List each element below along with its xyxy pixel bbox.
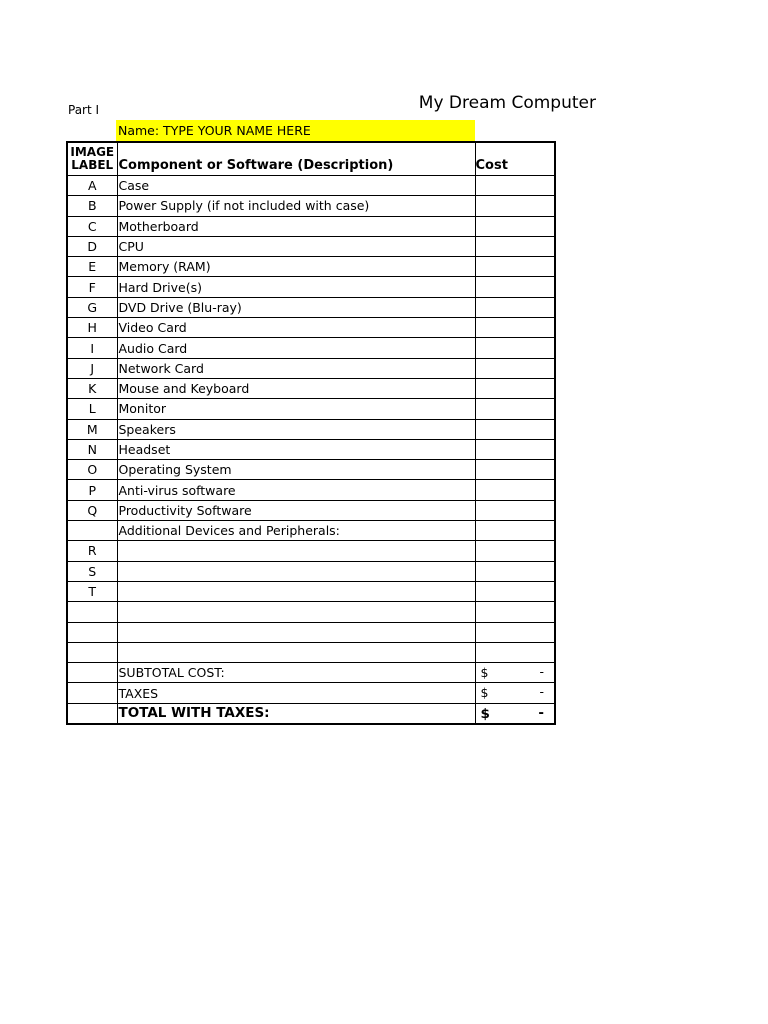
table-row: [67, 399, 555, 419]
column-header-label: IMAGE LABEL: [67, 142, 117, 176]
description-cell[interactable]: Productivity Software: [117, 500, 475, 520]
description-cell[interactable]: [117, 541, 475, 561]
table-row: [67, 236, 555, 256]
description-cell[interactable]: DVD Drive (Blu-ray): [117, 297, 475, 317]
cost-cell[interactable]: [475, 236, 555, 256]
image-label-cell: L: [67, 399, 117, 419]
total-cost-cell[interactable]: [475, 703, 555, 724]
component-table: [66, 141, 556, 725]
description-cell[interactable]: [117, 602, 475, 622]
total-row: [67, 703, 555, 724]
part-label: Part I: [68, 103, 100, 117]
table-row: [67, 581, 555, 601]
description-cell[interactable]: Additional Devices and Peripherals:: [117, 521, 475, 541]
description-cell[interactable]: Operating System: [117, 460, 475, 480]
label-cell: [67, 703, 117, 724]
image-label-cell: [67, 622, 117, 642]
subtotal-row: [67, 663, 555, 683]
description-cell[interactable]: Audio Card: [117, 338, 475, 358]
taxes-label: TAXES: [117, 683, 475, 703]
subtotal-label: SUBTOTAL COST:: [117, 663, 475, 683]
image-label-cell: F: [67, 277, 117, 297]
cost-cell[interactable]: [475, 581, 555, 601]
total-label: TOTAL WITH TAXES:: [117, 703, 475, 724]
description-cell[interactable]: [117, 561, 475, 581]
description-cell[interactable]: Motherboard: [117, 216, 475, 236]
image-label-cell: K: [67, 378, 117, 398]
image-label-cell: C: [67, 216, 117, 236]
image-label-cell: P: [67, 480, 117, 500]
image-label-cell: G: [67, 297, 117, 317]
cost-cell[interactable]: [475, 196, 555, 216]
table-row: [67, 602, 555, 622]
description-cell[interactable]: Mouse and Keyboard: [117, 378, 475, 398]
cost-cell[interactable]: [475, 521, 555, 541]
column-header-description: Component or Software (Description): [117, 142, 475, 176]
description-cell[interactable]: Hard Drive(s): [117, 277, 475, 297]
table-row: [67, 460, 555, 480]
image-label-cell: J: [67, 358, 117, 378]
table-row: [67, 196, 555, 216]
title-clip: [300, 93, 596, 121]
table-row: [67, 622, 555, 642]
table-row: [67, 561, 555, 581]
cost-cell[interactable]: [475, 622, 555, 642]
description-cell[interactable]: Video Card: [117, 318, 475, 338]
cost-cell[interactable]: [475, 338, 555, 358]
cost-cell[interactable]: [475, 257, 555, 277]
table-row: [67, 521, 555, 541]
description-cell[interactable]: Anti-virus software: [117, 480, 475, 500]
cost-cell[interactable]: [475, 277, 555, 297]
cost-cell[interactable]: [475, 460, 555, 480]
cost-cell[interactable]: [475, 480, 555, 500]
table-row: [67, 338, 555, 358]
image-label-cell: [67, 521, 117, 541]
image-label-cell: N: [67, 439, 117, 459]
cost-cell[interactable]: [475, 541, 555, 561]
cost-cell[interactable]: [475, 500, 555, 520]
image-label-cell: I: [67, 338, 117, 358]
image-label-cell: D: [67, 236, 117, 256]
description-cell[interactable]: [117, 622, 475, 642]
table-row: [67, 216, 555, 236]
table-row: [67, 257, 555, 277]
image-label-cell: H: [67, 318, 117, 338]
description-cell[interactable]: Headset: [117, 439, 475, 459]
description-cell[interactable]: Power Supply (if not included with case): [117, 196, 475, 216]
subtotal-value: -: [539, 664, 544, 680]
description-cell[interactable]: Memory (RAM): [117, 257, 475, 277]
label-cell: [67, 663, 117, 683]
name-input-cell[interactable]: Name: TYPE YOUR NAME HERE: [116, 120, 475, 141]
table-row: [67, 176, 555, 196]
image-label-cell: T: [67, 581, 117, 601]
table-row: [67, 439, 555, 459]
taxes-row: [67, 683, 555, 703]
image-label-cell: R: [67, 541, 117, 561]
header-row: [67, 142, 555, 176]
description-cell[interactable]: CPU: [117, 236, 475, 256]
image-label-cell: E: [67, 257, 117, 277]
image-label-cell: O: [67, 460, 117, 480]
image-label-cell: S: [67, 561, 117, 581]
label-cell: [67, 683, 117, 703]
subtotal-cost-cell[interactable]: [475, 663, 555, 683]
description-cell[interactable]: Monitor: [117, 399, 475, 419]
image-label-cell: B: [67, 196, 117, 216]
taxes-value: -: [539, 684, 544, 700]
total-value: -: [538, 704, 544, 721]
currency-symbol: $: [480, 685, 489, 701]
table-row: [67, 297, 555, 317]
table-row: [67, 277, 555, 297]
cost-cell[interactable]: [475, 358, 555, 378]
table-row: [67, 541, 555, 561]
cost-cell[interactable]: [475, 439, 555, 459]
cost-cell[interactable]: [475, 561, 555, 581]
image-label-cell: [67, 602, 117, 622]
currency-symbol: $: [480, 665, 489, 681]
table-row: [67, 419, 555, 439]
image-label-cell: [67, 642, 117, 662]
column-header-cost: Cost: [475, 142, 555, 176]
cost-cell[interactable]: [475, 419, 555, 439]
cost-cell[interactable]: [475, 297, 555, 317]
sheet-title: My Dream Computer: [418, 93, 596, 113]
cost-cell[interactable]: [475, 318, 555, 338]
table-row: [67, 480, 555, 500]
cost-cell[interactable]: [475, 216, 555, 236]
description-cell[interactable]: Case: [117, 176, 475, 196]
cost-cell[interactable]: [475, 602, 555, 622]
table-row: [67, 318, 555, 338]
image-label-cell: Q: [67, 500, 117, 520]
cost-cell[interactable]: [475, 176, 555, 196]
table-row: [67, 500, 555, 520]
table-row: [67, 378, 555, 398]
taxes-cost-cell[interactable]: [475, 683, 555, 703]
image-label-cell: A: [67, 176, 117, 196]
cost-cell[interactable]: [475, 399, 555, 419]
table-row: [67, 642, 555, 662]
description-cell[interactable]: Speakers: [117, 419, 475, 439]
description-cell[interactable]: [117, 642, 475, 662]
cost-cell[interactable]: [475, 378, 555, 398]
image-label-cell: M: [67, 419, 117, 439]
currency-symbol: $: [480, 705, 490, 722]
cost-cell[interactable]: [475, 642, 555, 662]
description-cell[interactable]: [117, 581, 475, 601]
description-cell[interactable]: Network Card: [117, 358, 475, 378]
table-row: [67, 358, 555, 378]
